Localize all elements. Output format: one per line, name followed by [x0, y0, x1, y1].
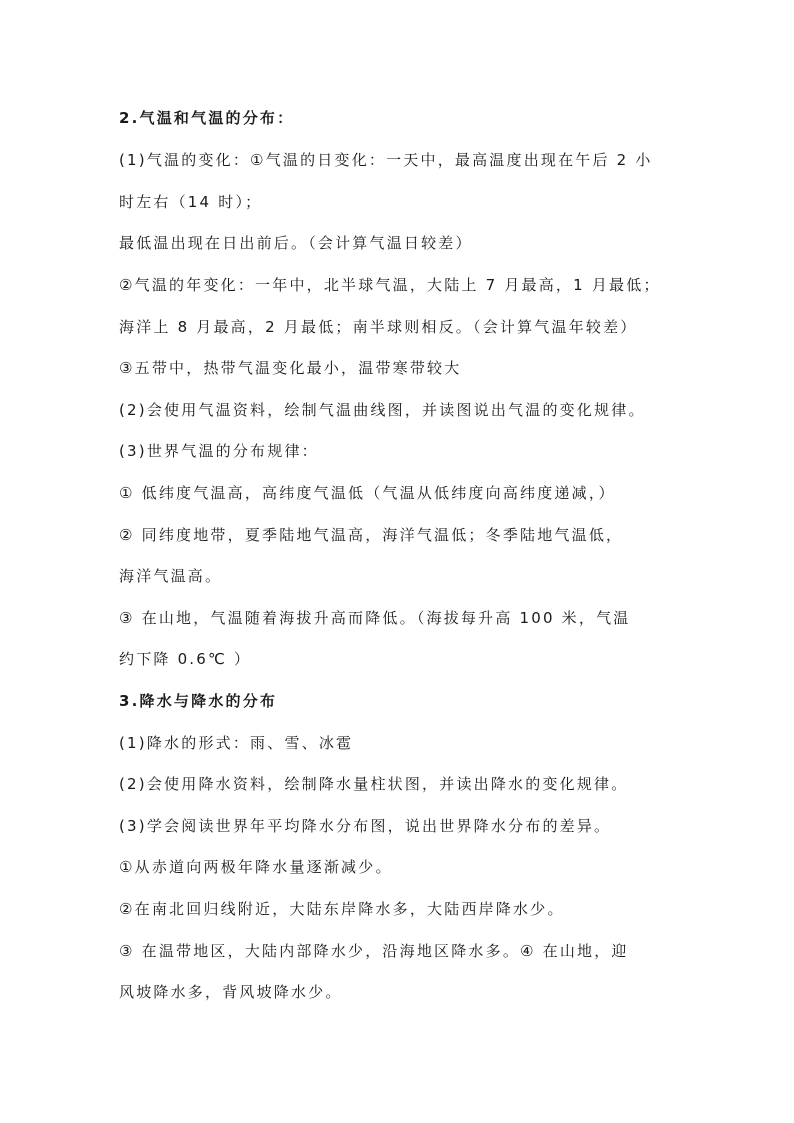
section-2-heading: 2.气温和气温的分布：: [119, 109, 295, 127]
text-line: 海洋上 8 月最高，2 月最低；南半球则相反。（会计算气温年较差）: [119, 318, 638, 336]
text-line: 风坡降水多，背风坡降水少。: [119, 983, 343, 1001]
text-line: (2)会使用降水资料，绘制降水量柱状图，并读出降水的变化规律。: [119, 775, 629, 793]
text-line: ①从赤道向两极年降水量逐渐减少。: [119, 858, 393, 876]
text-line: ③ 在温带地区，大陆内部降水少，沿海地区降水多。④ 在山地，迎: [119, 942, 629, 960]
text-line: ③五带中，热带气温变化最小，温带寒带较大: [119, 359, 462, 377]
text-line: (1)降水的形式：雨、雪、冰雹: [119, 734, 354, 752]
text-line: (1)气温的变化：①气温的日变化：一天中，最高温度出现在午后 2 小: [119, 151, 653, 169]
text-line: (2)会使用气温资料，绘制气温曲线图，并读图说出气温的变化规律。: [119, 401, 646, 419]
text-line: 最低温出现在日出前后。（会计算气温日较差）: [119, 234, 473, 252]
text-line: ②气温的年变化：一年中，北半球气温，大陆上 7 月最高，1 月最低；: [119, 276, 661, 294]
text-line: 时左右（14 时）；: [119, 193, 263, 211]
section-3-heading: 3.降水与降水的分布: [119, 692, 278, 710]
text-line: (3)世界气温的分布规律：: [119, 442, 319, 460]
text-line: ③ 在山地，气温随着海拔升高而降低。（海拔每升高 100 米，气温: [119, 609, 631, 627]
text-line: ② 同纬度地带，夏季陆地气温高，海洋气温低；冬季陆地气温低，: [119, 526, 624, 544]
text-line: ②在南北回归线附近，大陆东岸降水多，大陆西岸降水少。: [119, 900, 565, 918]
text-line: ① 低纬度气温高，高纬度气温低（气温从低纬度向高纬度递减，）: [119, 484, 616, 502]
text-line: 海洋气温高。: [119, 567, 223, 585]
text-line: (3)学会阅读世界年平均降水分布图，说出世界降水分布的差异。: [119, 817, 612, 835]
text-line: 约下降 0.6℃ ）: [119, 650, 252, 668]
